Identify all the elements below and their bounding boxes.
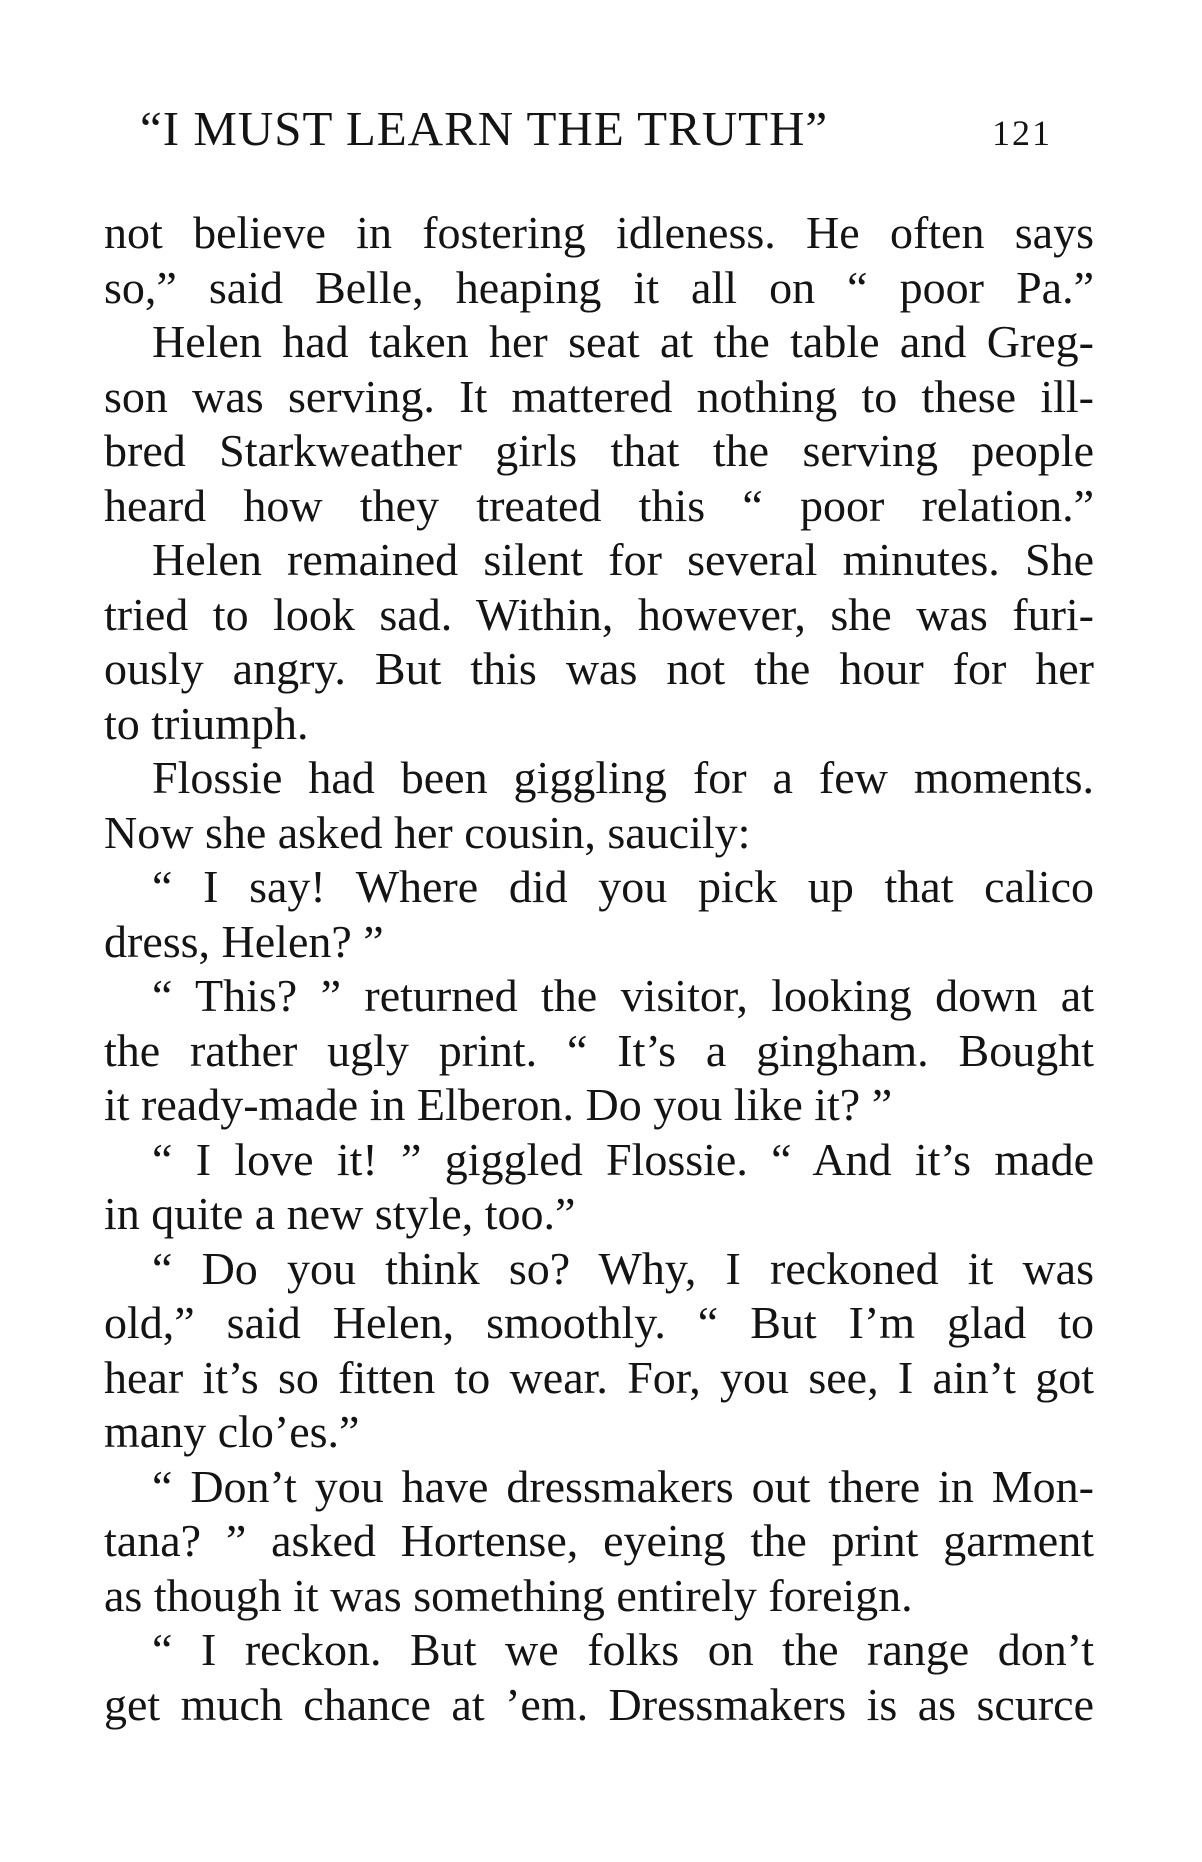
text-line: not believe in fostering idleness. He often says (104, 207, 1094, 258)
text-line: Now she asked her cousin, saucily: (104, 806, 751, 858)
text-line: “ I love it! ” giggled Flossie. “ And it’s made (152, 1133, 1094, 1185)
text-line: many clo’es.” (104, 1406, 360, 1457)
text-line: in quite a new style, too.” (104, 1188, 576, 1239)
text-line: son was serving. It mattered nothing to these ill- (104, 370, 1094, 422)
text-line: ously angry. But this was not the hour for her (104, 643, 1094, 694)
text-line: “ Do you think so? Why, I reckoned it was (152, 1242, 1094, 1294)
text-line: old,” said Helen, smoothly. “ But I’m glad to (104, 1297, 1094, 1348)
text-line: hear it’s so fitten to wear. For, you see, I ain’t got (104, 1351, 1094, 1403)
page-number: 121 (992, 113, 1052, 153)
text-line: “ I say! Where did you pick up that calico (152, 861, 1094, 912)
text-line: get much chance at ’em. Dressmakers is as scurce (104, 1678, 1094, 1730)
running-title: “I MUST LEARN THE TRUTH” (140, 101, 829, 156)
text-line: heard how they treated this “ poor relation.” (104, 479, 1094, 531)
body-text (104, 206, 1104, 1732)
text-line: Helen had taken her seat at the table and Greg- (152, 316, 1094, 367)
text-line: it ready-made in Elberon. Do you like it? ” (104, 1079, 893, 1130)
running-head (140, 100, 1100, 160)
text-line: “ This? ” returned the visitor, looking down at (152, 970, 1094, 1021)
text-line: Helen remained silent for several minutes. She (152, 534, 1094, 585)
text-line: the rather ugly print. “ It’s a gingham. Bought (104, 1024, 1094, 1076)
text-line: bred Starkweather girls that the serving people (104, 425, 1094, 476)
text-line: tried to look sad. Within, however, she was furi- (104, 588, 1094, 640)
text-line: “ Don’t you have dressmakers out there in Mon- (152, 1460, 1094, 1512)
text-line: tana? ” asked Hortense, eyeing the print garment (104, 1515, 1094, 1566)
text-line: as though it was something entirely foreign. (104, 1569, 913, 1621)
text-line: so,” said Belle, heaping it all on “ poor Pa.” (104, 261, 1094, 313)
text-line: “ I reckon. But we folks on the range don’t (152, 1624, 1094, 1675)
text-line: Flossie had been giggling for a few moments. (152, 752, 1094, 803)
text-line: dress, Helen? ” (104, 915, 384, 967)
text-line: to triumph. (104, 697, 309, 749)
